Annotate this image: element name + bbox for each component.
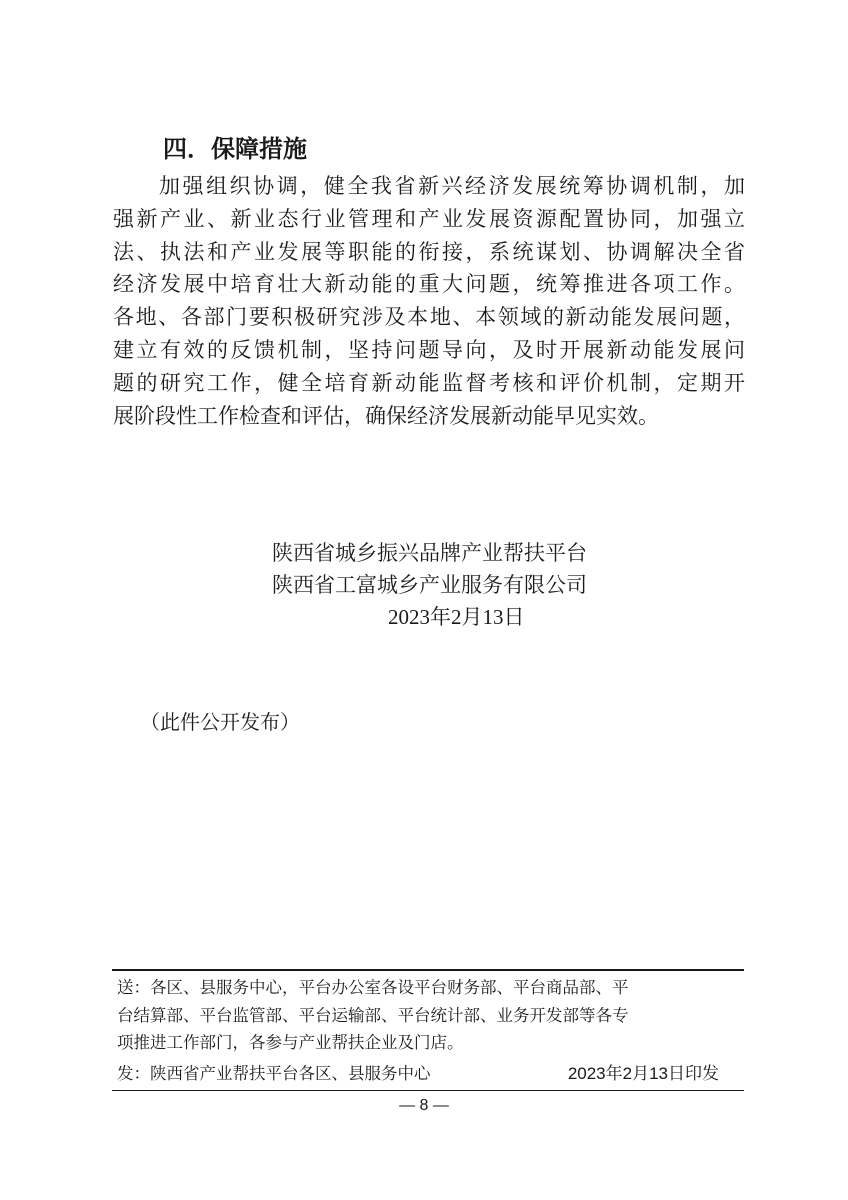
issue-date: 2023年2月13日印发 <box>567 1064 719 1083</box>
body-line: 经济发展中培育壮大新动能的重大问题，统筹推进各项工作。 <box>113 272 745 297</box>
body-line: 题的研究工作，健全培育新动能监督考核和评价机制，定期开 <box>113 370 745 395</box>
send-line: 台结算部、平台监管部、平台运输部、平台统计部、业务开发部等各专 <box>117 1005 629 1025</box>
signature-org-1: 陕西省城乡振兴品牌产业帮扶平台 <box>272 541 587 565</box>
body-line: 展阶段性工作检查和评估，确保经济发展新动能早见实效。 <box>113 403 659 428</box>
distribution-bottom-rule <box>112 1090 744 1091</box>
page-number: — 8 — <box>399 1097 449 1114</box>
body-paragraph <box>113 170 745 432</box>
body-line: 加强组织协调，健全我省新兴经济发展统筹协调机制，加 <box>159 174 745 198</box>
signature-org-2: 陕西省工富城乡产业服务有限公司 <box>272 573 587 597</box>
send-line: 送：各区、县服务中心，平台办公室各设平台财务部、平台商品部、平 <box>117 978 629 997</box>
issue-row <box>117 1060 719 1088</box>
body-line: 建立有效的反馈机制，坚持问题导向，及时开展新动能发展问 <box>113 337 745 362</box>
public-release-note: （此件公开发布） <box>140 710 300 734</box>
signature-date: 2023年2月13日 <box>388 605 525 629</box>
send-line: 项推进工作部门，各参与产业帮扶企业及门店。 <box>117 1033 464 1052</box>
distribution-top-rule <box>112 969 744 971</box>
distribution-send-list <box>117 974 717 1057</box>
issuer-label: 发：陕西省产业帮扶平台各区、县服务中心 <box>117 1064 431 1083</box>
section-heading: 四．保障措施 <box>163 135 307 163</box>
body-line: 各地、各部门要积极研究涉及本地、本领域的新动能发展问题， <box>113 305 745 330</box>
body-line: 法、执法和产业发展等职能的衔接，系统谋划、协调解决全省 <box>113 239 745 264</box>
body-line: 强新产业、新业态行业管理和产业发展资源配置协同，加强立 <box>113 206 745 231</box>
signature-block <box>272 537 622 633</box>
